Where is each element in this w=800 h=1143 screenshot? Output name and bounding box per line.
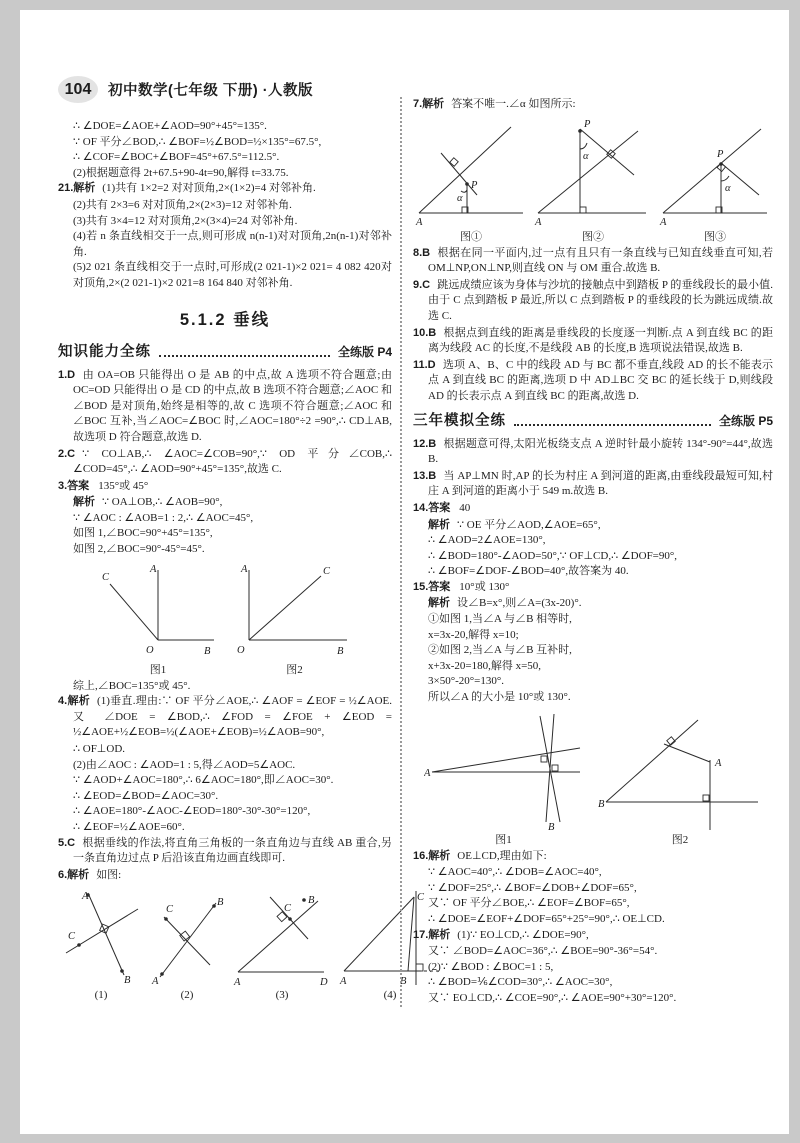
point-label-A: A [234, 977, 241, 988]
item-line: ∴ ∠DOE=∠EOF+∠DOF=65°+25°=90°,∴ OE⊥CD. [428, 913, 665, 925]
point-label-P: P [584, 118, 591, 130]
q6-figure-3 [232, 887, 332, 1002]
item-line: ∵ ∠AOC : ∠AOB=1 : 2,∴ ∠AOC=45°, [73, 511, 254, 524]
document-page [20, 10, 789, 1134]
answer-item-2 [58, 447, 392, 478]
point-label-C: C [322, 565, 330, 577]
banner-page-ref: 全练版 P5 [718, 413, 773, 428]
item-label: 15.答案 [413, 580, 451, 593]
point-label-C: C [101, 571, 109, 583]
item-line: 又∵ ∠BOD=∠AOC=36°,∴ ∠BOE=90°-36°=54°. [428, 945, 658, 958]
item-line: ∴ ∠AOD=2∠AOE=130°, [428, 534, 546, 547]
prelude-line: ∴ ∠COF=∠BOC+∠BOF=45°+67.5°=112.5°. [73, 151, 280, 164]
point-label-B: B [203, 645, 210, 657]
item-text: 如图: [96, 868, 122, 881]
item-line: ∵ OA⊥OB,∴ ∠AOB=90°, [102, 496, 223, 509]
figure-lines [66, 893, 138, 975]
figure-lines [249, 570, 347, 640]
figure-lines [538, 129, 646, 213]
figure-lines [432, 714, 580, 822]
figure-lines [606, 720, 758, 830]
q6-figure-1 [60, 887, 142, 1002]
q3-figures [58, 562, 392, 677]
q7-figure-2 [534, 117, 652, 244]
item-label: 8.B [413, 246, 431, 259]
item-text: 根据点到直线的距离是垂线段的长度逐一判断.点 A 到直线 BC 的距离为线段 AC 的长度,不是线段 AB 的长度,B 选项说法错误,故选 B. [428, 326, 773, 355]
item-label: 10.B [413, 326, 437, 339]
geometry-figure [96, 562, 221, 662]
point-label-A: A [660, 216, 667, 228]
q7-figure-3 [659, 117, 771, 244]
item-line: (3)共有 3×4=12 对对顶角,2×(3×4)=24 对邻补角. [73, 214, 298, 227]
dotted-leader [514, 423, 711, 426]
right-column [400, 97, 789, 1007]
figure-caption: 图2 [671, 833, 689, 846]
point-label-B: B [400, 976, 407, 988]
figure-caption: 图② [582, 230, 604, 243]
q6-figures [58, 887, 425, 1002]
item-line: 3×50°-20°=130°. [428, 675, 505, 688]
item-line: ∵ ∠DOF=25°,∴ ∠BOF=∠DOB+∠DOF=65°, [428, 881, 637, 894]
explanation-first-line [58, 495, 392, 511]
figure-caption: (2) [180, 989, 194, 1002]
item-line: ∴ ∠EOD=∠BOD=∠AOC=30°. [73, 789, 219, 802]
figure-caption: (4) [383, 989, 397, 1002]
point-label-A: A [416, 216, 423, 228]
item-line: 设∠B=x°,则∠A=(3x-20)°. [457, 597, 582, 610]
figure-lines [238, 897, 324, 972]
item-line: ∵ ∠AOC=40°,∴ ∠DOB=∠AOC=40°, [428, 866, 602, 879]
item-text: 根据题意可得,太阳光板绕支点 A 逆时针最小旋转 134°-90°=44°,故选 B. [428, 437, 773, 466]
figure-caption: 图2 [286, 663, 303, 676]
item-text: 根据垂线的作法,将直角三角板的一条直角边与直线 AB 重合,另一条直角边过点 P 后沿该直角边画直线即可. [73, 836, 392, 865]
point-label-A: A [82, 891, 89, 903]
point-label-B: B [217, 897, 224, 909]
geometry-figure [534, 117, 652, 229]
answer-item-14 [413, 501, 773, 517]
point-label-O: O [145, 644, 154, 656]
explanation-label: 解析 [428, 597, 450, 610]
prelude-line: ∵ OF 平分∠BOD,∴ ∠BOF=½∠BOD=½×135°=67.5°, [73, 135, 322, 148]
item-label: 11.D [413, 358, 436, 371]
point-label-A: A [535, 216, 542, 228]
point-label-O: O [236, 644, 245, 656]
q15-figure-2 [598, 710, 763, 847]
q3-figure-2 [235, 562, 355, 677]
item-label: 14.答案 [413, 501, 451, 514]
item-label: 4.解析 [58, 695, 91, 708]
point-label-A: A [714, 757, 721, 769]
answer-item-13 [413, 469, 773, 500]
answer-item-21 [58, 181, 392, 197]
banner-title: 知识能力全练 [58, 343, 151, 360]
item-line: (2)∵ ∠BOD : ∠BOC=1 : 5, [428, 960, 554, 973]
point-label-B: B [124, 975, 131, 987]
angle-label-alpha: α [457, 192, 463, 204]
item-label: 3.答案 [58, 479, 90, 492]
figure-lines [663, 129, 767, 213]
item-label: 6.解析 [58, 868, 90, 881]
point-label-B: B [597, 798, 604, 810]
answer-item-17 [413, 928, 773, 944]
item-text: (1)垂直.理由:∵ OF 平分∠AOE,∴ ∠AOF = ∠EOF = ½∠AOE. 又 ∠DOE = ∠BOD,∴ ∠FOD = ∠FOE + ∠EOD = ½∠AOE+½∠EOB=½(∠AOE+∠EOB)=½∠AOB=90°, [73, 695, 392, 739]
item-label: 13.B [413, 469, 437, 482]
item-line: (2)由∠AOC : ∠AOD=1 : 5,得∠AOD=5∠AOC. [73, 758, 296, 771]
figure-caption: 图③ [704, 230, 726, 243]
explanation-label: 解析 [428, 518, 450, 531]
answer-item-5 [58, 836, 392, 867]
answer-item-6 [58, 868, 392, 884]
prelude-line: (2)根据题意得 2t+67.5+90-4t=90,解得 t=33.75. [73, 166, 289, 179]
figure-caption: (1) [94, 989, 108, 1002]
item-text: 跳远成绩应该为身体与沙坑的接触点中到踏板 P 的垂线段长的最小值.由于 C 点到踏板 P 最近,所以 C 点到踏板 P 的垂线段的长为跳远成绩.故选 C. [428, 278, 773, 322]
point-label-A: A [240, 563, 247, 575]
banner-page-ref: 全练版 P4 [337, 344, 392, 359]
figure-caption: 图1 [149, 663, 167, 676]
answer-value: 40 [459, 501, 471, 514]
geometry-figure [659, 117, 771, 229]
geometry-figure [232, 887, 332, 987]
item-text: (1)共有 1×2=2 对对顶角,2×(1×2)=4 对邻补角. [102, 182, 316, 195]
geometry-figure [424, 710, 584, 832]
answer-item-9 [413, 278, 773, 325]
point-label-D: D [320, 977, 328, 988]
explanation-first-line [413, 518, 773, 534]
geometry-figure [235, 562, 355, 662]
point-label-B: B [547, 821, 554, 832]
point-label-B: B [308, 895, 315, 907]
item-text: 由 OA=OB 只能得出 O 是 AB 的中点,故 A 选项不符合题意;由 OC=OD 只能得出 O 是 CD 的中点,故 B 选项不符合题意;∠AOC 和∠BOD 是对顶角,始终是相等的,故 C 选项不符合题意;∠AOC 和∠BOC 互补,当∠AOC=∠BOC 时,∠AOC=180°÷2 =90°,∴ CD⊥AB,故选项 D 符合题意,故选 D. [73, 368, 392, 443]
point-label-C: C [166, 904, 174, 916]
answer-item-11 [413, 358, 773, 405]
answer-item-16 [413, 849, 773, 865]
item-text: OE⊥CD,理由如下: [457, 849, 547, 862]
point-label-A: A [152, 976, 159, 988]
point-label-A: A [340, 976, 347, 988]
item-label: 5.C [58, 836, 76, 849]
prelude-line: ∴ ∠DOE=∠AOE+∠AOD=90°+45°=135°. [73, 120, 267, 132]
section-title: 5.1.2 垂线 [179, 310, 271, 329]
item-line: ②如图 2,当∠A 与∠B 互补时, [428, 644, 572, 657]
content-columns [58, 98, 789, 1007]
banner-title: 三年模拟全练 [413, 412, 506, 429]
item-line: ①如图 1,当∠A 与∠B 相等时, [428, 613, 572, 626]
item-line: ∵ ∠AOD+∠AOC=180°,∴ 6∠AOC=180°,即∠AOC=30°. [73, 774, 334, 787]
book-title: 初中数学(七年级 下册) ·人教版 [108, 83, 314, 99]
q15-figure-1 [424, 710, 584, 847]
item-line: (5)2 021 条直线相交于一点时,可形成(2 021-1)×2 021= 4 082 420对对顶角,2×(2 021-1)×2 021=8 164 840 对邻补角. [73, 261, 392, 289]
item-line: x=3x-20,解得 x=10; [428, 628, 519, 641]
item-label: 1.D [58, 368, 76, 381]
banner-three-year-simulation [413, 409, 773, 430]
item-label: 9.C [413, 278, 431, 291]
answer-item-1 [58, 368, 392, 446]
item-text: (1)∵ EO⊥CD,∴ ∠DOE=90°, [457, 928, 589, 941]
point-label-C: C [284, 903, 292, 915]
conclusion-line: 综上,∠BOC=135°或 45°. [73, 679, 191, 692]
geometry-figure [60, 887, 142, 987]
item-line: x+3x-20=180,解得 x=50, [428, 659, 542, 672]
item-line: 如图 2,∠BOC=90°-45°=45°. [73, 543, 205, 556]
item-label: 21.解析 [58, 182, 96, 195]
figure-caption: 图① [460, 230, 482, 243]
geometry-figure [598, 710, 763, 832]
answer-item-15 [413, 580, 773, 596]
item-line: ∴ OF⊥OD. [73, 743, 126, 756]
item-line: ∴ ∠EOF=½∠AOE=60°. [73, 821, 185, 833]
item-text: 答案不唯一.∠α 如图所示: [451, 98, 576, 110]
explanation-label: 解析 [73, 496, 95, 509]
item-label: 2.C [58, 447, 76, 460]
item-label: 12.B [413, 437, 437, 450]
answer-value: 135°或 45° [98, 479, 149, 492]
item-line: ∴ ∠BOF=∠DOF-∠BOD=40°,故答案为 40. [428, 565, 629, 578]
item-line: (2)共有 2×3=6 对对顶角,2×(2×3)=12 对邻补角. [73, 198, 292, 211]
q7-figures [413, 117, 773, 244]
item-line: (4)若 n 条直线相交于一点,则可形成 n(n-1)对对顶角,2n(n-1)对邻补角. [73, 230, 392, 258]
q7-figure-1 [415, 117, 527, 244]
page-number-badge: 104 [58, 76, 98, 103]
point-label-P: P [471, 179, 478, 191]
explanation-first-line [413, 596, 773, 612]
q3-figure-1 [96, 562, 221, 677]
banner-knowledge-practice [58, 340, 392, 361]
point-label-A: A [149, 563, 156, 575]
answer-item-3 [58, 479, 392, 495]
answer-item-8 [413, 246, 773, 277]
answer-value: 10°或 130° [459, 580, 510, 593]
answer-item-4 [58, 694, 392, 741]
item-label: 7.解析 [413, 98, 445, 110]
item-line: ∴ ∠BOD=⅙∠COD=30°,∴ ∠AOC=30°, [428, 976, 613, 989]
dotted-leader [159, 354, 330, 357]
figure-lines [110, 570, 214, 640]
figure-caption: 图1 [495, 833, 512, 846]
item-line: 所以∠A 的大小是 10°或 130°. [428, 691, 571, 704]
q15-figures [413, 710, 773, 847]
item-text: ∵ CO⊥AB,∴ ∠AOC=∠COB=90°,∵ OD 平分∠COB,∴ ∠COD=45°,∴ ∠AOD=90°+45°=135°,故选 C. [73, 447, 392, 476]
item-line: 又∵ EO⊥CD,∴ ∠COE=90°,∴ ∠AOE=90°+30°=120°. [428, 991, 677, 1004]
answer-item-12 [413, 437, 773, 468]
point-label-B: B [336, 645, 343, 657]
point-label-A: A [423, 767, 430, 779]
q6-figure-2 [148, 887, 226, 1002]
angle-label-alpha: α [725, 182, 731, 194]
item-text: 当 AP⊥MN 时,AP 的长为村庄 A 到河道的距离,由垂线段最短可知,村庄 A 到河道的距离小于 549 m.故选 B. [428, 469, 773, 498]
geometry-figure [148, 887, 226, 987]
item-text: 选项 A、B、C 中的线段 AD 与 BC 都不垂直,线段 AD 的长不能表示点 A 到直线 BC 的距离,选项 D 中 AD⊥BC 交 BC 的延长线于 D,则线段 AD 的长表示点 A 到直线 BC 的距离,故选 D. [428, 358, 773, 402]
geometry-figure [415, 117, 527, 229]
answer-item-10 [413, 326, 773, 357]
item-line: ∴ ∠BOD=180°-∠AOD=50°,∵ OF⊥CD,∴ ∠DOF=90°, [428, 549, 678, 562]
item-line: 如图 1,∠BOC=90°+45°=135°, [73, 527, 213, 540]
figure-caption: (3) [275, 989, 289, 1002]
item-line: 又∵ OF 平分∠BOE,∴ ∠EOF=∠BOF=65°, [428, 897, 630, 910]
item-text: 根据在同一平面内,过一点有且只有一条直线与已知直线垂直可知,若 OM⊥NP,ON⊥NP,则直线 ON 与 OM 重合.故选 B. [428, 246, 773, 275]
answer-item-7 [413, 97, 773, 113]
point-label-C: C [68, 931, 76, 943]
angle-label-alpha: α [583, 150, 589, 162]
item-label: 17.解析 [413, 928, 451, 941]
figure-lines [419, 127, 523, 213]
point-label-P: P [717, 148, 724, 160]
point-label-C: C [417, 892, 425, 904]
item-label: 16.解析 [413, 849, 451, 862]
item-line: ∵ OE 平分∠AOD,∠AOE=65°, [457, 518, 601, 531]
item-line: ∴ ∠AOE=180°-∠AOC-∠EOD=180°-30°-30°=120°, [73, 805, 311, 818]
